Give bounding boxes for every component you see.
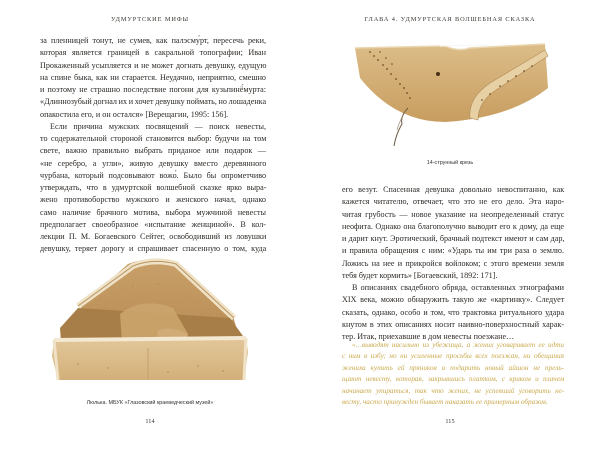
text-line: которая является границей в сакральной топографии; Иван — [40, 48, 266, 58]
text-line: Прокаженный усыпляется и не может догнать девушку, едущую — [40, 60, 267, 70]
running-head-right: ГЛАВА 4. УДМУРТСКАЯ ВОЛШЕБНАЯ СКАЗКА — [364, 16, 536, 23]
text-line: Ложись на нее и прикройся войлоком; с этого времени земля — [342, 258, 564, 268]
text-line: свете, важно правильно выбрать приданое или подарок — — [40, 146, 266, 156]
quote-line: «…выводят насильно из убежища, а жених уговаривает ее идти — [352, 341, 564, 349]
left-page-body — [40, 35, 266, 256]
text-line: на спине быка, как ни старается. Неудачно, неприятно, смешно — [40, 72, 266, 82]
quote-line: с ним в избу; но ни усиленные просьбы всех поезжан, ни обещания — [342, 352, 564, 361]
text-line: то содержательной стороной становится выбор: будучи на том — [40, 134, 267, 143]
text-line: «Длиннозубый догнал их и хочет девушку поймать, но лошаденка — [40, 97, 267, 107]
quote-line: начинает упираться, так что жених, не успевший уговорить не- — [342, 386, 565, 395]
text-line: девушку, теряет дорогу и спрашивает спасенную о том, куда — [40, 244, 267, 254]
quote-line: щают невесту, которая, закрывшись платком, с криком и плачем — [342, 375, 565, 384]
krez-caption: 14-струнный крезь — [426, 160, 474, 166]
text-line: за пленницей тонут, не сумев, как палэсму́рт, пересечь реки, — [40, 36, 266, 45]
ethnographic-quote — [342, 340, 564, 408]
text-line: «не серебро, а угли», живую девушку вместо деревянного — [40, 158, 267, 168]
text-line: само наличие брачного мотива, выбора мужчиной невесты — [40, 207, 266, 217]
quote-line: весту, часто принужден бывает наказать ее примерным образом. — [342, 398, 548, 407]
text-line: тебя будет кормить» [Богаевский, 1892: 171]. — [342, 270, 498, 280]
text-line: утверждать, что в удмуртской волшебной сказке ярко выра- — [40, 183, 267, 192]
page-number-right: 115 — [445, 418, 455, 425]
text-line: и дарит кнут. Эротический, брачный подтекст имеют и сам дар, — [342, 234, 565, 243]
text-line: кажется читателю, отвечает, что это не его дело. Эта наро- — [342, 197, 565, 207]
text-line: Если причина мужских посвящений — поиск невесты, — [50, 121, 266, 131]
right-page-body — [342, 184, 564, 343]
text-line: лекции П. М. Богаевского Сейтег, освободивший из ловушки — [40, 232, 267, 241]
text-line: и правила обращения с ним: «Ударь ты им три раза о землю. — [342, 246, 564, 256]
text-line: сказать, однако, особо и том, что трактовка ритуального удара — [342, 307, 565, 317]
running-head-left: УДМУРТСКИЕ МИФЫ — [110, 16, 190, 23]
text-line: читая грубость — новое указание на неопределенный статус — [342, 209, 565, 219]
quote-line: жениха купить ей пряников и подарить новый айшон не прель- — [342, 363, 565, 372]
text-line: кнутом в этих описаниях носит наивно-поверхностный харак- — [342, 319, 565, 329]
text-line: жено противоборство мужского и женского начал, однако — [40, 195, 266, 205]
text-line: XIX века, можно обнаружить такую же «картинку». Следует — [342, 295, 565, 305]
text-line: и поэтому не страшно последствие погони для кузьпинё́мурта: — [40, 85, 266, 94]
cradle-illustration — [48, 256, 253, 386]
page-number-left: 114 — [145, 418, 155, 425]
krez-psaltery-illustration — [350, 38, 555, 153]
text-line: тер. Итак, приехавшие в дом невесты поезжане… — [342, 332, 515, 341]
text-line: неофита. Однако она благополучно выводит его к дому, да еще — [342, 221, 564, 231]
right-page — [300, 0, 600, 450]
text-line: В описаниях свадебного обряда, оставленных этнографами — [352, 283, 564, 292]
cradle-caption: Люлька. МБУК «Глазовский краеведческий музей» — [86, 400, 214, 406]
text-line: предполагает своеобразное «испытание женщиной». В кол- — [40, 219, 266, 229]
text-line: его везут. Спасенная девушка довольно невоспитанно, как — [342, 185, 565, 194]
text-line: опакостила его, и он остался» [Верещагин, 1995: 156]. — [40, 109, 229, 119]
text-line: чурбана, который подсовывают вожо́. Было бы опрометчиво — [40, 170, 267, 180]
